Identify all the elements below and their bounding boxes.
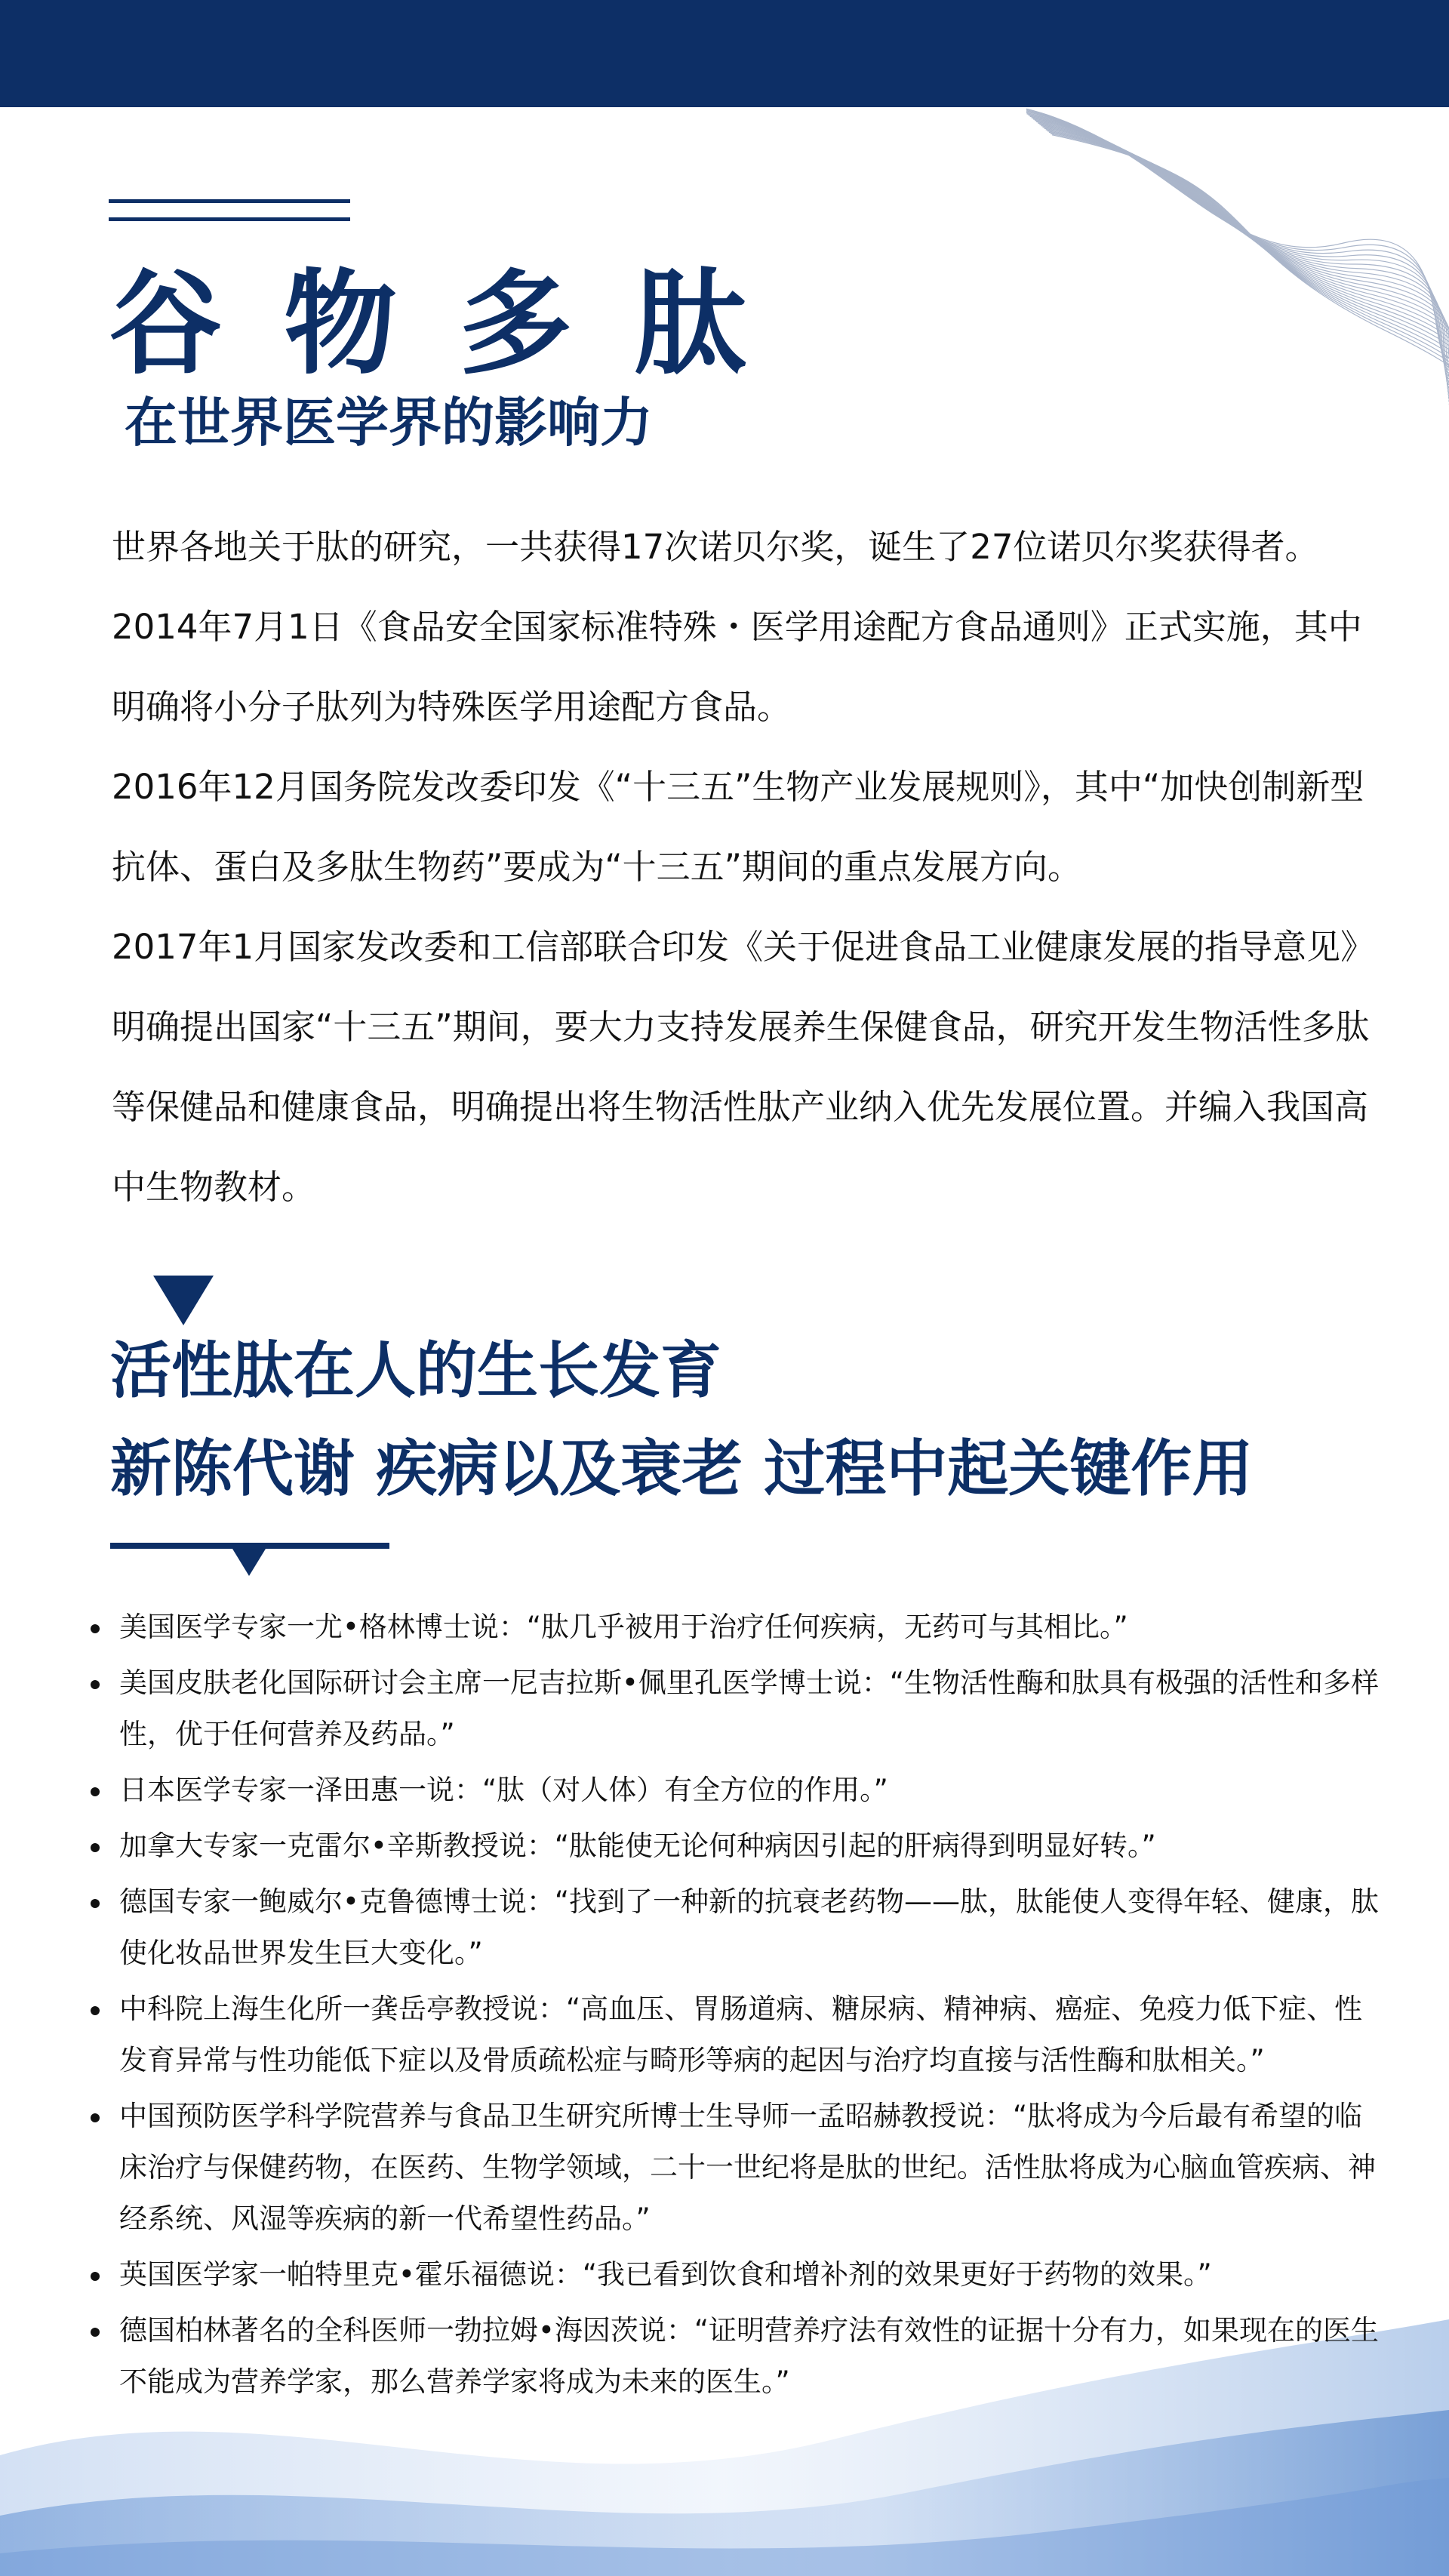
title-decor-line-top [109,199,350,203]
quote-item [91,1820,1381,1872]
quote-text: 加拿大专家一克雷尔•辛斯教授说：“肽能使无论何种病因引起的肝病得到明显好转。” [119,1830,1156,1862]
bullet-icon [91,1787,100,1796]
expert-quote-list [91,1602,1381,2412]
intro-paragraph: 世界各地关于肽的研究，一共获得17次诺贝尔奖，诞生了27位诺贝尔奖获得者。 [112,527,1319,567]
page-subtitle: 在世界医学界的影响力 [125,392,653,454]
quote-text: 中科院上海生化所一龚岳亭教授说：“高血压、胃肠道病、糖尿病、精神病、癌症、免疫力低下症、性发育异常与性功能低下症以及骨质疏松症与畸形等病的起因与治疗均直接与活性酶和肽相关。” [119,1993,1363,2076]
bullet-icon [91,2328,100,2337]
bullet-icon [91,1680,100,1689]
bullet-icon [91,2272,100,2281]
page-title: 谷物多肽 [109,259,810,390]
intro-paragraph: 2017年1月国家发改委和工信部联合印发《关于促进食品工业健康发展的指导意见》明确提出国家“十三五”期间，要大力支持发展养生保健食品，研究开发生物活性多肽等保健品和健康食品，明确提出将生物活性肽产业纳入优先发展位置。并编入我国高中生物教材。 [112,927,1375,1207]
bullet-icon [91,1899,100,1908]
bullet-icon [91,2006,100,2015]
quote-text: 德国柏林著名的全科医师一勃拉姆•海因茨说：“证明营养疗法有效性的证据十分有力，如果现在的医生不能成为营养学家，那么营养学家将成为未来的医生。” [119,2314,1379,2398]
headline-line-1: 活性肽在人的生长发育 [110,1336,722,1407]
bullet-icon [91,1624,100,1633]
intro-section [112,507,1380,1227]
quote-item [91,2091,1381,2245]
top-banner-bar [0,0,1449,107]
quote-item [91,1876,1381,1979]
headline-pointer-triangle [232,1549,266,1576]
quote-text: 日本医学专家一泽田惠一说：“肽（对人体）有全方位的作用。” [119,1774,888,1806]
quote-item [91,1984,1381,2086]
section-headline [110,1322,1253,1519]
quote-item [91,1657,1381,1760]
intro-paragraph: 2014年7月1日《食品安全国家标准特殊・医学用途配方食品通则》正式实施，其中明确将小分子肽列为特殊医学用途配方食品。 [112,607,1362,727]
quote-text: 美国医学专家一尤•格林博士说：“肽几乎被用于治疗任何疾病，无药可与其相比。” [119,1611,1128,1643]
quote-text: 英国医学家一帕特里克•霍乐福德说：“我已看到饮食和增补剂的效果更好于药物的效果。” [119,2258,1212,2291]
quote-item [91,1602,1381,1653]
headline-line-2: 新陈代谢 疾病以及衰老 过程中起关键作用 [110,1434,1254,1505]
quote-text: 美国皮肤老化国际研讨会主席一尼吉拉斯•佩里孔医学博士说：“生物活性酶和肽具有极强的活性和多样性，优于任何营养及药品。” [119,1667,1379,1750]
quote-text: 德国专家一鲍威尔•克鲁德博士说：“找到了一种新的抗衰老药物——肽，肽能使人变得年轻、健康，肽使化妆品世界发生巨大变化。” [119,1885,1379,1969]
quote-item [91,1765,1381,1816]
quote-text: 中国预防医学科学院营养与食品卫生研究所博士生导师一孟昭赫教授说：“肽将成为今后最有希望的临床治疗与保健药物，在医药、生物学领域，二十一世纪将是肽的世纪。活性肽将成为心脑血管疾病、神经系统、风湿等疾病的新一代希望性药品。” [119,2100,1376,2235]
quote-item [91,2305,1381,2408]
intro-paragraph: 2016年12月国务院发改委印发《“十三五”生物产业发展规则》，其中“加快创制新型抗体、蛋白及多肽生物药”要成为“十三五”期间的重点发展方向。 [112,767,1364,887]
title-decor-line-bottom [109,217,350,221]
section-marker-triangle [153,1276,214,1325]
bullet-icon [91,2113,100,2122]
bullet-icon [91,1843,100,1852]
quote-item [91,2249,1381,2301]
headline-underline [110,1543,389,1549]
decorative-wave-lines [1026,107,1449,439]
